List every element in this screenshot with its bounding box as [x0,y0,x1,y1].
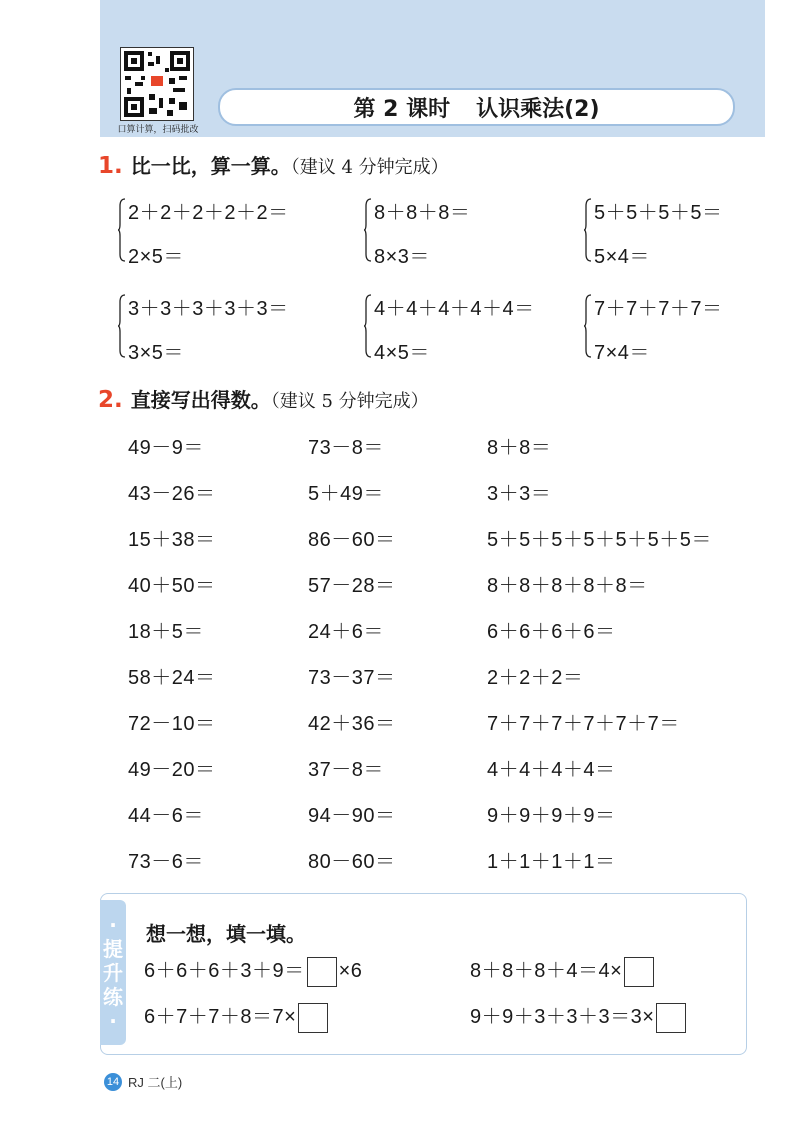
brace-icon [118,198,126,262]
multiplication-expression: 5×4＝ [594,246,650,268]
compare-group [584,292,784,364]
calc-expression: 73－6＝ [128,851,204,873]
multiplication-expression: 2×5＝ [128,246,184,268]
calc-expression: 9＋9＋9＋9＝ [487,805,616,827]
calc-expression: 18＋5＝ [128,621,204,643]
grade-label: RJ 二(上) [128,1075,183,1090]
practice-q4-left: 9＋9＋3＋3＋3＝3× [470,1006,655,1028]
calc-expression: 2＋2＋2＝ [487,667,584,689]
practice-question-2 [470,954,656,987]
practice-q1-right: ×6 [338,960,363,982]
calc-expression: 3＋3＝ [487,483,552,505]
section-2-hint: （建议 5 分钟完成） [270,391,429,412]
calc-expression: 6＋6＋6＋6＝ [487,621,616,643]
brace-icon [118,294,126,358]
answer-box[interactable] [624,957,654,987]
multiplication-expression: 7×4＝ [594,342,650,364]
multiplication-expression: 4×5＝ [374,342,430,364]
calc-expression: 5＋5＋5＋5＋5＋5＋5＝ [487,529,712,551]
lesson-title [218,88,735,126]
calc-expression: 5＋49＝ [308,483,384,505]
lesson-topic: 认识乘法(2) [476,96,600,122]
compare-group [118,196,318,268]
calc-expression: 49－9＝ [128,437,204,459]
section-1-hint: （建议 4 分钟完成） [290,157,449,178]
lesson-number: 第 2 课时 [353,96,451,122]
side-tab-char: 提 [103,936,123,961]
section-2-title: 直接写出得数。 [130,388,271,412]
compare-group [118,292,318,364]
side-tab-char: · [109,1008,117,1033]
practice-side-tab [100,900,126,1045]
calc-expression: 73－37＝ [308,667,396,689]
calc-expression: 43－26＝ [128,483,216,505]
brace-icon [584,198,592,262]
multiplication-expression: 3×5＝ [128,342,184,364]
practice-question-3 [144,1000,330,1033]
calc-expression: 73－8＝ [308,437,384,459]
multiplication-expression: 8×3＝ [374,246,430,268]
addition-expression: 3＋3＋3＋3＋3＝ [128,298,289,320]
addition-expression: 2＋2＋2＋2＋2＝ [128,202,289,224]
practice-q3-left: 6＋7＋7＋8＝7× [144,1006,297,1028]
calc-expression: 8＋8＝ [487,437,552,459]
addition-expression: 4＋4＋4＋4＋4＝ [374,298,535,320]
side-tab-char: · [109,912,117,937]
section-2-number: 2. [98,387,123,413]
calc-expression: 94－90＝ [308,805,396,827]
answer-box[interactable] [307,957,337,987]
answer-box[interactable] [656,1003,686,1033]
calc-expression: 24＋6＝ [308,621,384,643]
addition-expression: 7＋7＋7＋7＝ [594,298,723,320]
side-tab-char: 升 [103,960,123,985]
qr-code[interactable] [120,47,194,121]
brace-icon [364,294,372,358]
section-1-heading [98,150,449,179]
calc-expression: 8＋8＋8＋8＋8＝ [487,575,648,597]
calc-expression: 86－60＝ [308,529,396,551]
calc-expression: 57－28＝ [308,575,396,597]
addition-expression: 8＋8＋8＝ [374,202,471,224]
practice-heading: 想一想，填一填。 [146,922,306,946]
calc-expression: 4＋4＋4＋4＝ [487,759,616,781]
qr-caption: 口算计算，扫码批改 [117,124,199,134]
calc-expression: 42＋36＝ [308,713,396,735]
compare-group [584,196,784,268]
calc-expression: 58＋24＝ [128,667,216,689]
compare-group [364,196,564,268]
addition-expression: 5＋5＋5＋5＝ [594,202,723,224]
calc-expression: 15＋38＝ [128,529,216,551]
practice-question-1 [144,954,362,987]
side-tab-char: 练 [103,984,123,1009]
practice-question-4 [470,1000,688,1033]
page-number: 14 [104,1073,122,1091]
brace-icon [364,198,372,262]
calc-expression: 7＋7＋7＋7＋7＋7＝ [487,713,680,735]
calc-expression: 80－60＝ [308,851,396,873]
section-2-heading [98,384,429,413]
section-1-title: 比一比，算一算。 [130,154,291,178]
practice-q1-left: 6＋6＋6＋3＋9＝ [144,960,305,982]
page-footer [104,1072,182,1091]
practice-q2-left: 8＋8＋8＋4＝4× [470,960,623,982]
calc-expression: 49－20＝ [128,759,216,781]
calc-expression: 37－8＝ [308,759,384,781]
calc-expression: 72－10＝ [128,713,216,735]
section-1-number: 1. [98,153,123,179]
brace-icon [584,294,592,358]
calc-expression: 44－6＝ [128,805,204,827]
answer-box[interactable] [298,1003,328,1033]
calc-expression: 40＋50＝ [128,575,216,597]
compare-group [364,292,564,364]
calc-expression: 1＋1＋1＋1＝ [487,851,616,873]
